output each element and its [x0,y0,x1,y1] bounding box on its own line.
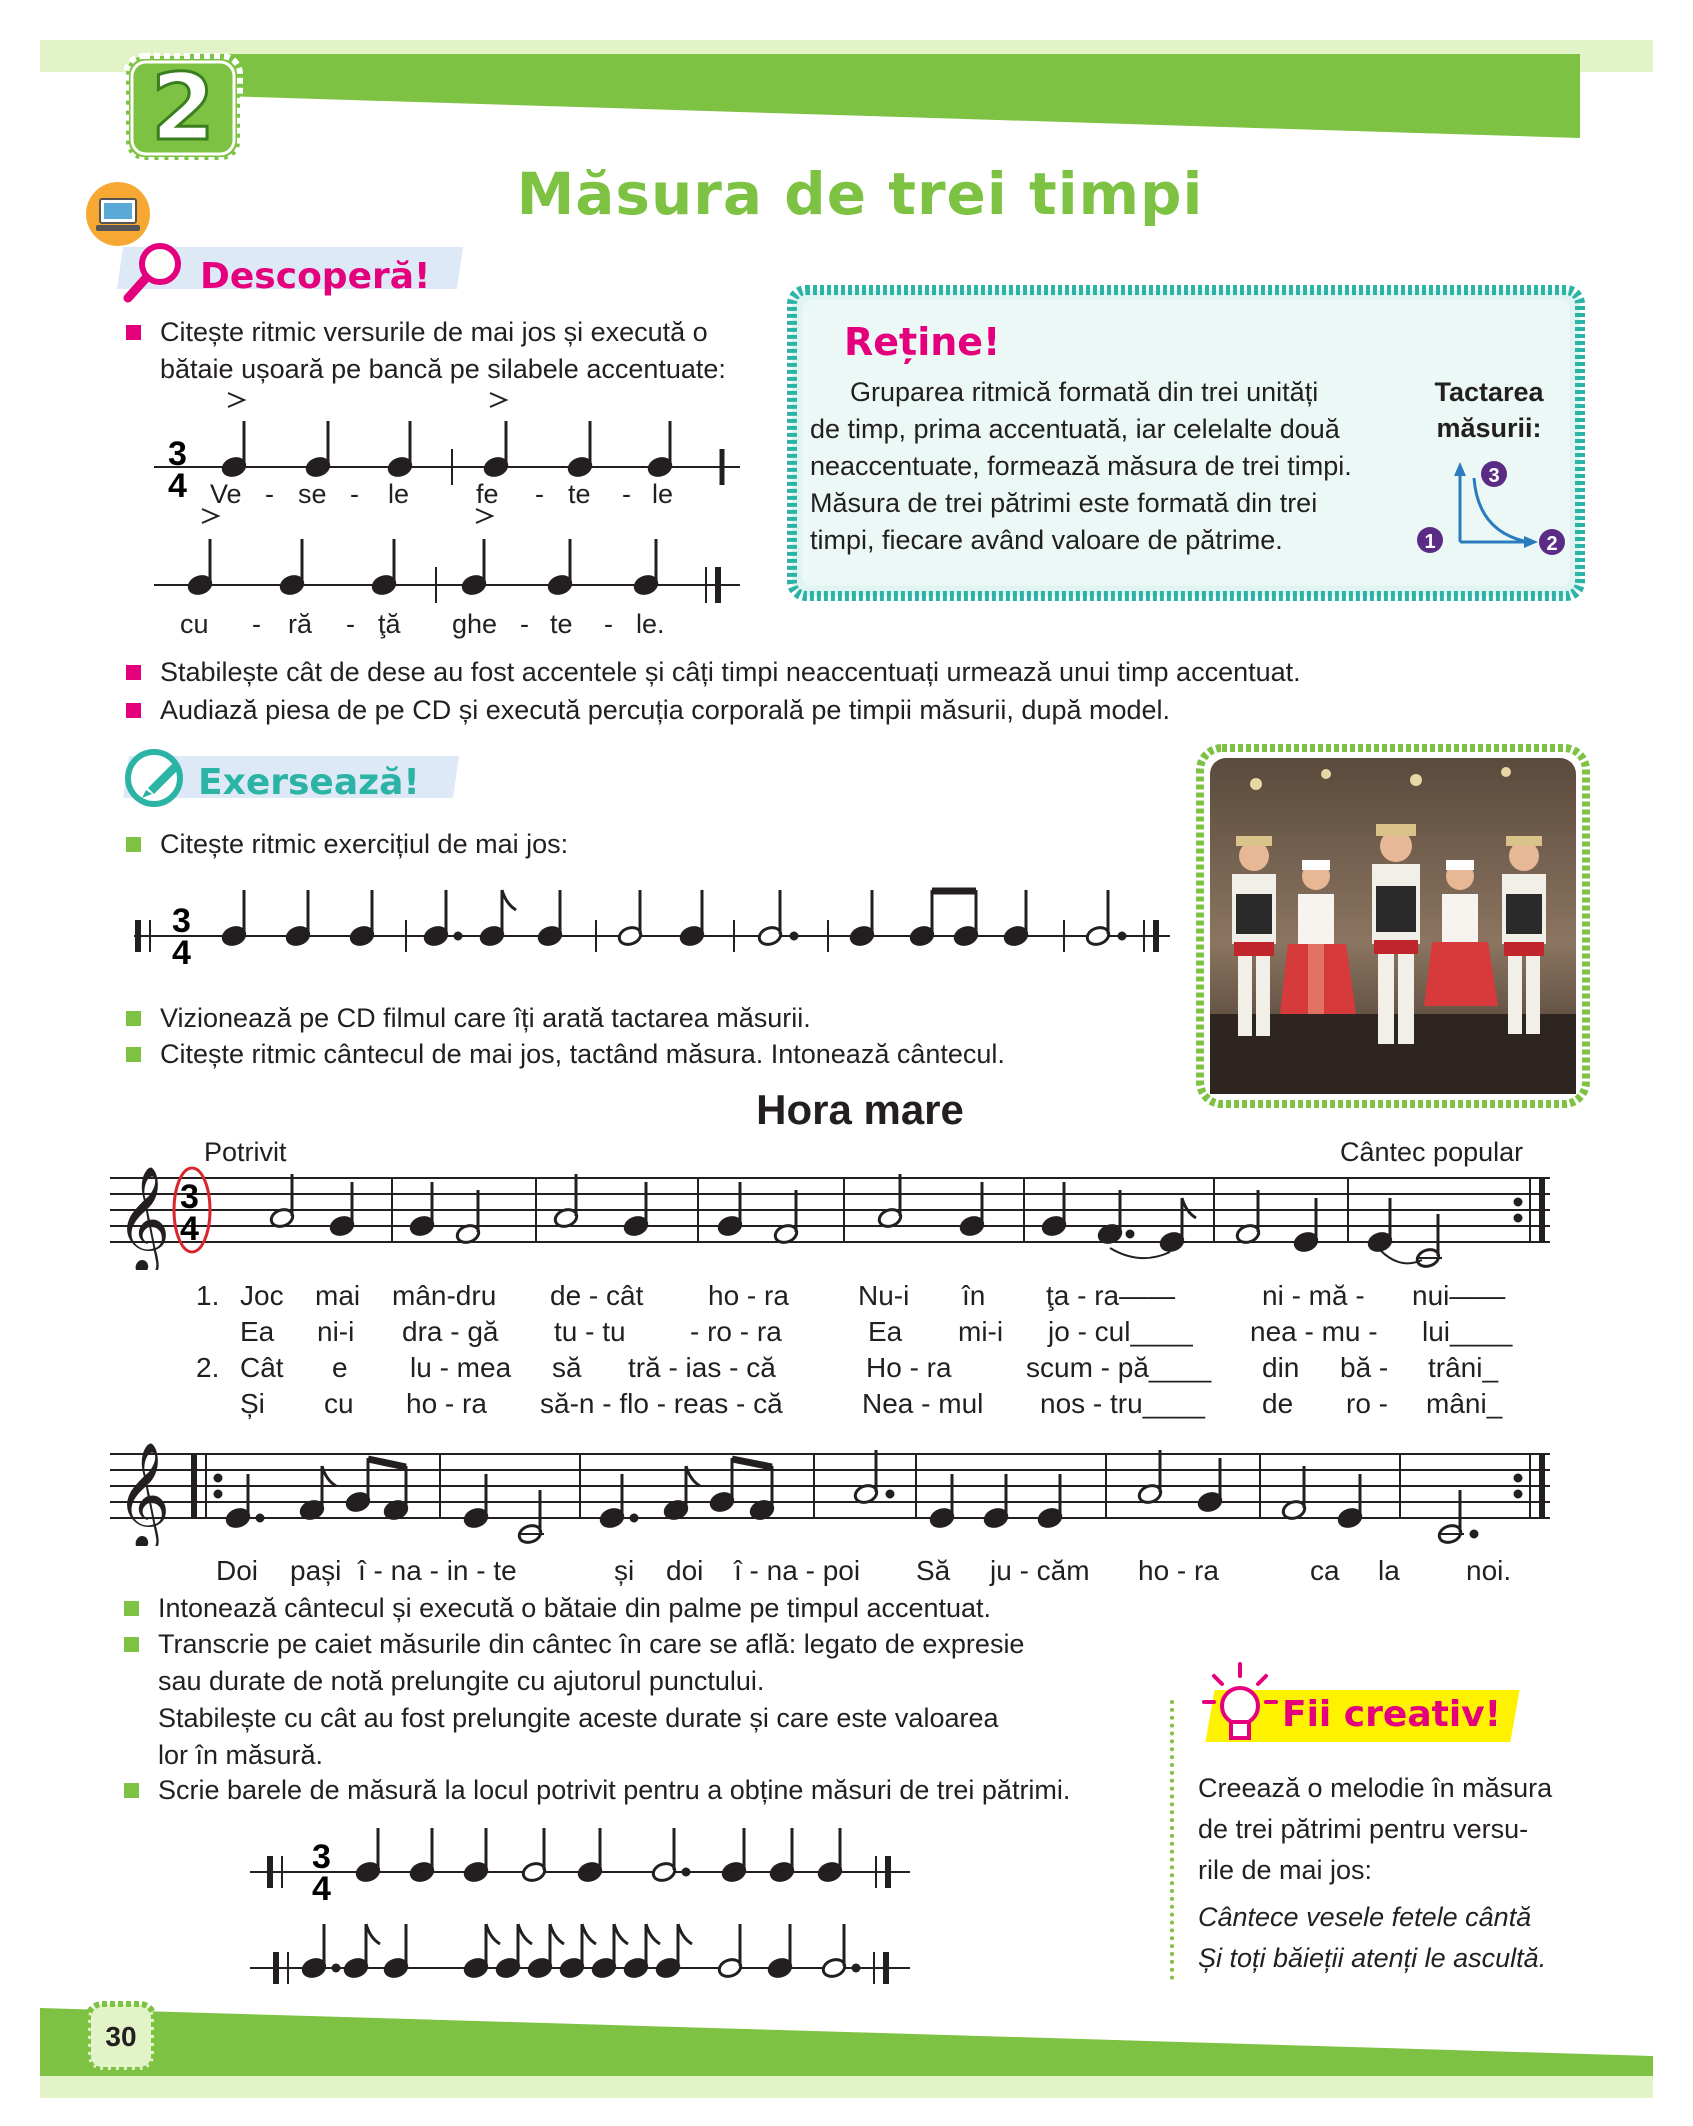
syllable: Ve [210,479,242,509]
syllable: - [252,609,261,639]
syllable: cu [180,609,209,639]
retine-line3: neaccentuate, formează măsura de trei timpi. [810,451,1352,481]
lyric: noi. [1466,1555,1512,1586]
lyric: Ho - ra [866,1352,952,1383]
exerseaza-bullet1: Citește ritmic exercițiul de mai jos: [160,826,860,863]
lyric: nea - mu - [1250,1316,1378,1347]
lyric: în [962,1280,986,1311]
magnifier-icon [118,236,190,308]
lyric: Cât [240,1352,284,1383]
lyric: Și [240,1388,265,1419]
descopera-instruction-line1: Citește ritmic versurile de mai jos și execută o [160,317,708,347]
fii-creativ-verse2: Și toți băieții atenți le ascultă. [1198,1943,1547,1973]
descopera-instruction [160,314,760,388]
fii-creativ-heading: Fii creativ! [1282,1694,1502,1735]
lyric: mai [315,1280,361,1311]
syllable: ţă [378,609,401,639]
lyric: ni - mă - [1262,1280,1365,1311]
descopera-bullet2: Stabilește cât de dese au fost accentele și câți timpi neaccentuați urmează unui timp accentuat. [160,654,1580,691]
lyric: î - na - poi [734,1555,861,1586]
lyric: pași [290,1555,342,1586]
tactarea-line1: Tactarea [1434,377,1544,407]
page-number: 30 [105,2021,137,2052]
lyric: nui—— [1412,1280,1506,1311]
lyric: ju - căm [990,1555,1090,1586]
lyric: mân-dru [392,1280,497,1311]
bottom-banner [0,2000,1693,2126]
lyric: să-n - flo - reas - că [540,1388,783,1419]
tactarea-label [1404,374,1574,446]
beat-number-1: 1 [1424,531,1436,553]
time-sig-bottom-4: 4 [312,1870,331,1908]
lyric: î - na - in - te [358,1555,517,1586]
lyric: doi [666,1555,704,1586]
lyric: de - cât [550,1280,644,1311]
lyric: mâni_ [1426,1388,1503,1419]
syllable: te [568,479,591,509]
exerseaza-heading: Exersează! [198,762,420,803]
lyric: dra - gă [402,1316,499,1347]
lyric: cu [324,1388,354,1419]
lyric: nos - tru____ [1040,1388,1205,1419]
syllable: - [350,479,359,509]
lyric: Să [916,1555,951,1586]
syllable: fe [476,479,499,509]
task2-line4: lor în măsură. [158,1740,324,1770]
syllable: le [652,479,674,509]
time-sig-bottom-3: 4 [180,1210,199,1248]
retine-line4: Măsura de trei pătrimi este formată din trei [810,488,1318,518]
svg-text:𝄞: 𝄞 [116,1444,171,1546]
barline-exercise [250,1826,930,2006]
song-staff-2 [110,1436,1560,1546]
retine-text [810,374,1410,559]
lyric: de [1262,1388,1294,1419]
syllable: - [604,609,613,639]
exerseaza-bullet2: Vizionează pe CD filmul care îți arată tactarea măsurii. [160,1000,1160,1037]
lyric: mi-i [958,1316,1004,1347]
song-staff-1 [110,1160,1560,1270]
chapter-number: 2 [150,54,215,161]
task3: Scrie barele de măsură la locul potrivit pentru a obține măsuri de trei pătrimi. [158,1772,1178,1809]
lyric: și [614,1555,635,1586]
conducting-diagram [1398,452,1578,562]
lyric: ro - [1346,1388,1388,1419]
time-sig-top: 3 [168,435,187,473]
lyric: bă - [1340,1352,1389,1383]
chapter-badge [118,48,248,168]
lyric: Nu-i [858,1280,910,1311]
fii-creativ-verse1: Cântece vesele fetele cântă [1198,1902,1532,1932]
beat-number-3: 3 [1488,465,1500,487]
fii-creativ-text [1198,1770,1598,1977]
lyric: ho - ra [406,1388,487,1419]
lyric: 2. [196,1352,220,1383]
lyric: Nea - mul [862,1388,984,1419]
lyric: ca [1310,1555,1340,1586]
lyric: scum - pă____ [1026,1352,1212,1383]
svg-text:𝄞: 𝄞 [116,1168,171,1270]
pencil-icon [122,746,190,810]
page-title: Măsura de trei timpi [516,160,1204,228]
lyric: ţa - ra—— [1046,1280,1176,1311]
lyric: tu - tu [554,1316,626,1347]
song-source: Cântec popular [1340,1137,1524,1167]
lyric: lui____ [1422,1316,1513,1347]
time-sig-top-2: 3 [172,902,191,940]
syllable: - [535,479,544,509]
task2-line1: Transcrie pe caiet măsurile din cântec în care se află: legato de expresie [158,1629,1025,1659]
song-title: Hora mare [756,1086,964,1133]
lyric: Ea [240,1316,275,1347]
fii-creativ-line3: rile de mai jos: [1198,1855,1373,1885]
syllable: se [298,479,327,509]
task2-line2: sau durate de notă prelungite cu ajutorul punctului. [158,1666,765,1696]
time-sig-top-4: 3 [312,1838,331,1876]
retine-heading: Reține! [844,320,1001,364]
syllable: le [388,479,410,509]
fii-creativ-line1: Creează o melodie în măsura [1198,1773,1553,1803]
time-sig-top-3: 3 [180,1178,199,1216]
lyric: din [1262,1352,1300,1383]
syllable: - [346,609,355,639]
lyric: lu - mea [410,1352,512,1383]
fii-creativ-line2: de trei pătrimi pentru versu- [1198,1814,1529,1844]
lightbulb-icon [1200,1660,1278,1756]
syllable: - [265,479,274,509]
rhythm-exercise-descopera [140,385,760,645]
syllable: - [520,609,529,639]
lyric: ho - ra [1138,1555,1219,1586]
syllable: le. [636,609,665,639]
lyric: e [332,1352,348,1383]
lyric: - ro - ra [690,1316,782,1347]
lyric: Doi [216,1555,259,1586]
time-sig-bottom: 4 [168,467,187,505]
descopera-instruction-line2: bătaie ușoară pe bancă pe silabele accentuate: [160,354,726,384]
beat-number-2: 2 [1546,533,1558,555]
lyric: Joc [240,1280,284,1311]
task1: Intonează cântecul și execută o bătaie din palme pe timpul accentuat. [158,1590,1158,1627]
page-number-badge [84,2000,158,2074]
retine-line5: timpi, fiecare având valoare de pătrime. [810,525,1283,555]
syllable: - [622,479,631,509]
dancers-photo [1196,744,1590,1108]
lyric: ni-i [317,1316,355,1347]
retine-line2: de timp, prima accentuată, iar celelalte două [810,414,1340,444]
tactarea-line2: măsurii: [1436,413,1542,443]
lyric: 1. [196,1280,220,1311]
lyric: ho - ra [708,1280,789,1311]
lyric: trâni_ [1428,1352,1499,1383]
lyric: să [552,1352,582,1383]
lyric: Ea [868,1316,903,1347]
descopera-bullet3: Audiază piesa de pe CD și execută percuția corporală pe timpii măsurii, după model. [160,692,1580,729]
exerseaza-bullet3: Citește ritmic cântecul de mai jos, tactând măsura. Intonează cântecul. [160,1036,1160,1073]
rhythm-exercise-exerseaza [130,880,1170,990]
lyric: la [1378,1555,1400,1586]
lyric: jo - cul____ [1048,1316,1193,1347]
syllable: ghe [452,609,498,639]
retine-box [786,284,1586,602]
song-tempo: Potrivit [204,1137,287,1167]
time-sig-bottom-2: 4 [172,934,191,972]
syllable: te [550,609,573,639]
retine-line1: Gruparea ritmică formată din trei unități [850,377,1319,407]
descopera-heading: Descoperă! [200,256,431,297]
syllable: ră [288,609,313,639]
fii-creativ-divider [1170,1700,1180,1980]
task2 [158,1626,1158,1774]
lyric: tră - ias - că [628,1352,776,1383]
task2-line3: Stabilește cu cât au fost prelungite aceste durate și care este valoarea [158,1703,999,1733]
